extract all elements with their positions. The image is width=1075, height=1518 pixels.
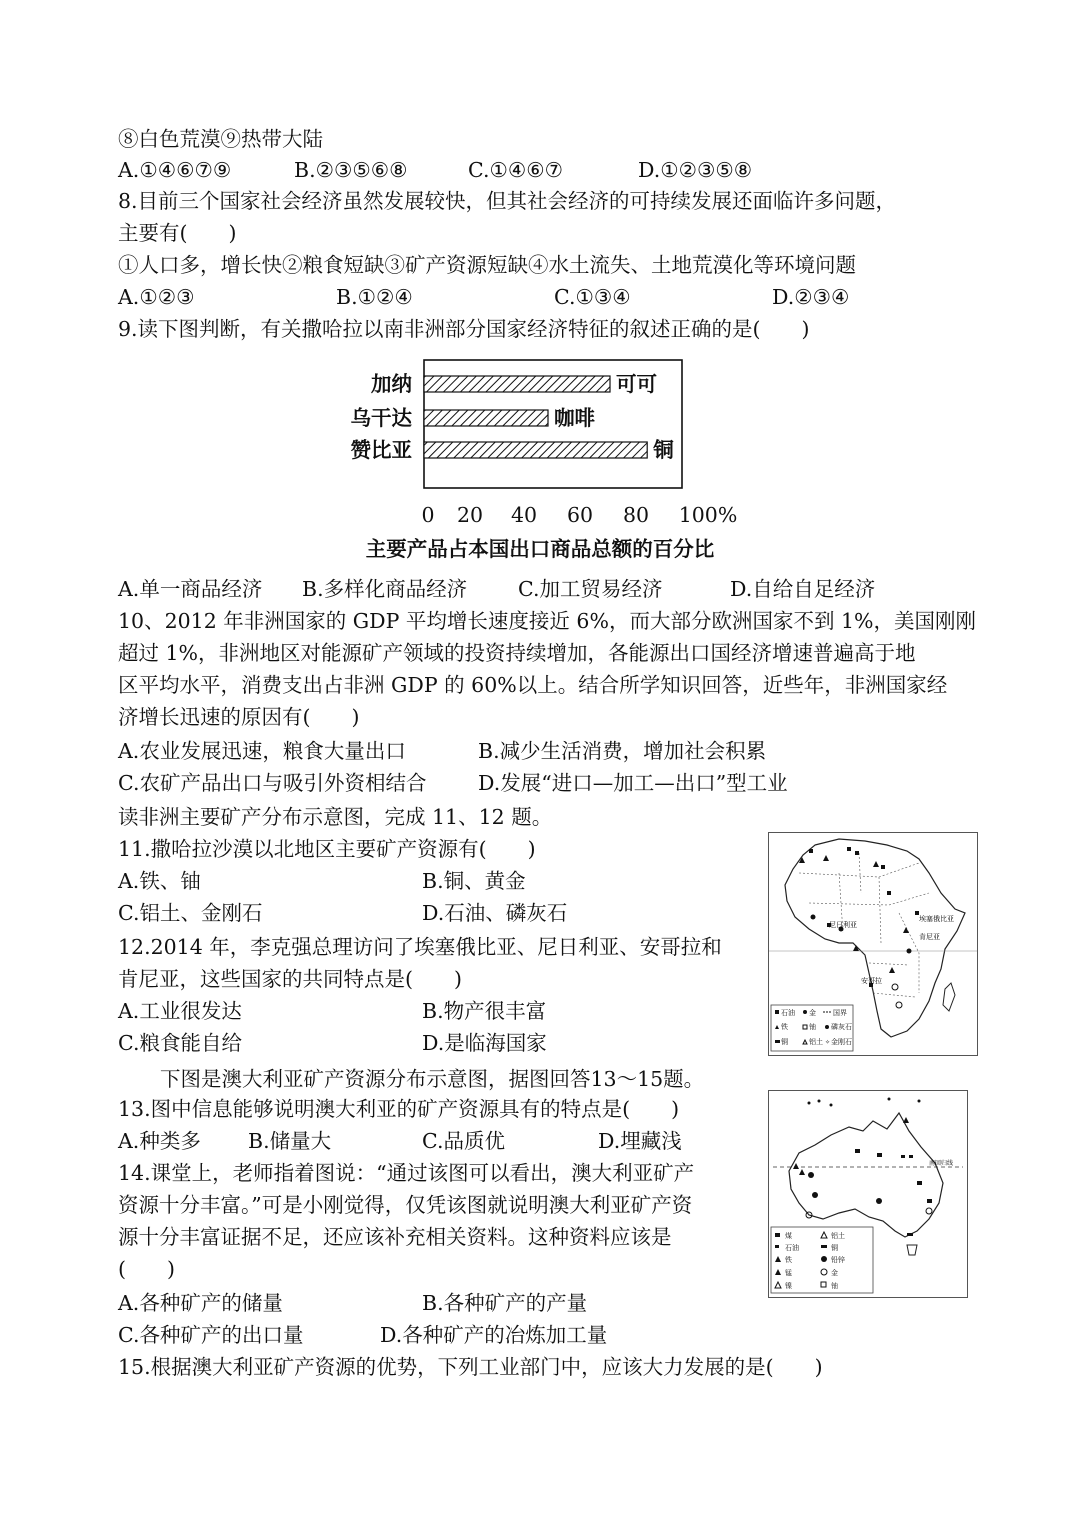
category-label-1: 乌干达 [350,406,412,430]
svg-text:石油: 石油 [785,1244,799,1252]
africa-legend-items [775,1008,852,1046]
q10-option-d: D.发展“进口—加工—出口”型工业 [478,771,788,795]
bar-0 [424,376,610,392]
q8-options [118,282,1018,312]
svg-text:铁: 铁 [785,1256,792,1264]
q13-stem: 13.图中信息能够说明澳大利亚的矿产资源具有的特点是( ) [118,1097,680,1121]
svg-text:石油: 石油 [781,1009,795,1017]
q13-option-a: A.种类多 [118,1129,201,1153]
bar-label-1: 咖啡 [554,406,595,430]
q10-options-row1 [118,736,1018,766]
q14-stem-line1: 14.课堂上，老师指着图说：“通过该图可以看出，澳大利亚矿产 [118,1161,695,1185]
q8-option-d: D.②③④ [772,285,850,309]
svg-text:铜: 铜 [831,1244,838,1252]
svg-text:磷灰石: 磷灰石 [831,1023,852,1031]
q14-option-b: B.各种矿产的产量 [422,1291,588,1315]
q8-option-b: B.①②④ [336,285,413,309]
svg-text:煤: 煤 [785,1232,792,1240]
category-label-0: 加纳 [371,372,412,396]
bar-2 [424,442,647,458]
q13-option-b: B.储量大 [248,1129,332,1153]
x-tick-label-4: 80 [622,503,650,527]
q14-option-d: D.各种矿产的冶炼加工量 [380,1323,608,1347]
svg-text:金: 金 [831,1269,838,1277]
q13-option-d: D.埋藏浅 [598,1129,682,1153]
africa-map-intro: 读非洲主要矿产分布示意图，完成 11、12 题。 [118,805,553,829]
q14-stem-line4: ( ) [118,1257,175,1281]
map-label-angola: 安哥拉 [861,977,882,985]
svg-text:铁: 铁 [781,1023,788,1031]
q8-stem-line2: 主要有( ) [118,221,237,245]
q12-option-a: A.工业很发达 [118,999,242,1023]
map-label-kenya: 肯尼亚 [919,933,940,941]
island-dots [808,1098,921,1107]
q10-options-row2 [118,768,1018,798]
australia-map-intro: 下图是澳大利亚矿产资源分布示意图，据图回答13～15题。 [160,1067,705,1091]
category-label-2: 赞比亚 [350,438,412,462]
q8-option-c: C.①③④ [554,285,631,309]
svg-text:铝土: 铝土 [831,1232,845,1240]
x-tick-label-0: 0 [421,503,435,527]
x-tick-label-2: 40 [510,503,538,527]
svg-text:铀: 铀 [809,1023,816,1031]
q12-option-c: C.粮食能自给 [118,1031,242,1055]
x-tick-label-5: 100% [678,503,738,527]
q9-option-c: C.加工贸易经济 [518,577,663,601]
svg-text:镍: 镍 [785,1282,792,1290]
q10-option-b: B.减少生活消费，增加社会积累 [478,739,767,763]
q7-options [118,155,1018,185]
export-bar-chart [330,352,760,572]
q7-option-a: A.①④⑥⑦⑨ [118,158,232,182]
q7-option-d: D.①②③⑤⑧ [638,158,753,182]
q10-option-a: A.农业发展迅速，粮食大量出口 [118,739,406,763]
country-borders [799,853,929,997]
chart-title: 主要产品占本国出口商品总额的百分比 [365,537,715,561]
q10-option-c: C.农矿产品出口与吸引外资相结合 [118,771,427,795]
svg-text:铜: 铜 [781,1038,788,1046]
svg-text:铅锌: 铅锌 [831,1256,845,1264]
svg-text:✧: ✧ [825,1039,831,1046]
map-label-nigeria: 尼日利亚 [829,921,857,929]
q11-option-c: C.铝土、金刚石 [118,901,263,925]
map-label-ethiopia: 埃塞俄比亚 [919,915,954,923]
q12-stem-line2: 肯尼亚，这些国家的共同特点是( ) [118,967,462,991]
q9-stem: 9.读下图判断，有关撒哈拉以南非洲部分国家经济特征的叙述正确的是( ) [118,317,810,341]
q7-continued-line: ⑧白色荒漠⑨热带大陆 [118,127,323,151]
q15-stem: 15.根据澳大利亚矿产资源的优势，下列工业部门中，应该大力发展的是( ) [118,1355,823,1379]
q12-stem-line1: 12.2014 年，李克强总理访问了埃塞俄比亚、尼日利亚、安哥拉和 [118,935,722,959]
svg-text:金刚石: 金刚石 [831,1038,852,1046]
svg-text:锰: 锰 [785,1269,792,1277]
australia-mineral-map [768,1090,968,1298]
q11-options-row2 [118,898,738,928]
q14-options-row2 [118,1320,738,1350]
svg-text:国界: 国界 [833,1009,847,1017]
q14-stem-line2: 资源十分丰富。”可是小刚觉得，仅凭该图就说明澳大利亚矿产资 [118,1193,693,1217]
q8-option-a: A.①②③ [118,285,195,309]
q8-items: ①人口多，增长快②粮食短缺③矿产资源短缺④水土流失、土地荒漠化等环境问题 [118,253,856,277]
q11-option-b: B.铜、黄金 [422,869,526,893]
q14-option-c: C.各种矿产的出口量 [118,1323,304,1347]
q11-stem: 11.撒哈拉沙漠以北地区主要矿产资源有( ) [118,837,536,861]
q12-options-row1 [118,996,738,1026]
x-tick-label-3: 60 [566,503,594,527]
map-label-tropic: 南回归线 [929,1160,954,1167]
q12-option-d: D.是临海国家 [422,1031,547,1055]
svg-text:铝土: 铝土 [809,1038,823,1046]
q10-stem-line2: 超过 1%，非洲地区对能源矿产领域的投资持续增加，各能源出口国经济增速普遍高于地 [118,641,916,665]
q10-stem-line4: 济增长迅速的原因有( ) [118,705,360,729]
q9-options [118,574,1018,604]
q11-option-d: D.石油、磷灰石 [422,901,568,925]
bar-label-2: 铜 [653,438,674,462]
mineral-symbols [799,847,919,1008]
q7-option-c: C.①④⑥⑦ [468,158,563,182]
q9-option-d: D.自给自足经济 [730,577,876,601]
africa-mineral-map [768,832,978,1056]
q9-option-a: A.单一商品经济 [118,577,263,601]
svg-text:铀: 铀 [831,1282,838,1290]
madagascar-outline [943,983,955,1011]
q13-option-c: C.品质优 [422,1129,505,1153]
q14-option-a: A.各种矿产的储量 [118,1291,283,1315]
bar-label-0: 可可 [616,372,657,396]
q11-option-a: A.铁、铀 [118,869,201,893]
q10-stem-line3: 区平均水平，消费支出占非洲 GDP 的 60%以上。结合所学知识回答，近些年，非洲国家经 [118,673,948,697]
q10-stem-line1: 10、2012 年非洲国家的 GDP 平均增长速度接近 6%，而大部分欧洲国家不到 1%，美国刚刚 [118,609,976,633]
q14-stem-line3: 源十分丰富证据不足，还应该补充相关资料。这种资料应该是 [118,1225,672,1249]
x-tick-label-1: 20 [456,503,484,527]
q12-option-b: B.物产很丰富 [422,999,547,1023]
q12-options-row2 [118,1028,738,1058]
q7-option-b: B.②③⑤⑥⑧ [294,158,408,182]
tasmania-outline [907,1245,917,1255]
q13-options [118,1126,738,1156]
svg-text:金: 金 [809,1009,816,1017]
q11-options-row1 [118,866,738,896]
q8-stem-line1: 8.目前三个国家社会经济虽然发展较快，但其社会经济的可持续发展还面临许多问题， [118,189,897,213]
bar-1 [424,410,548,426]
q9-option-b: B.多样化商品经济 [302,577,468,601]
q14-options-row1 [118,1288,738,1318]
